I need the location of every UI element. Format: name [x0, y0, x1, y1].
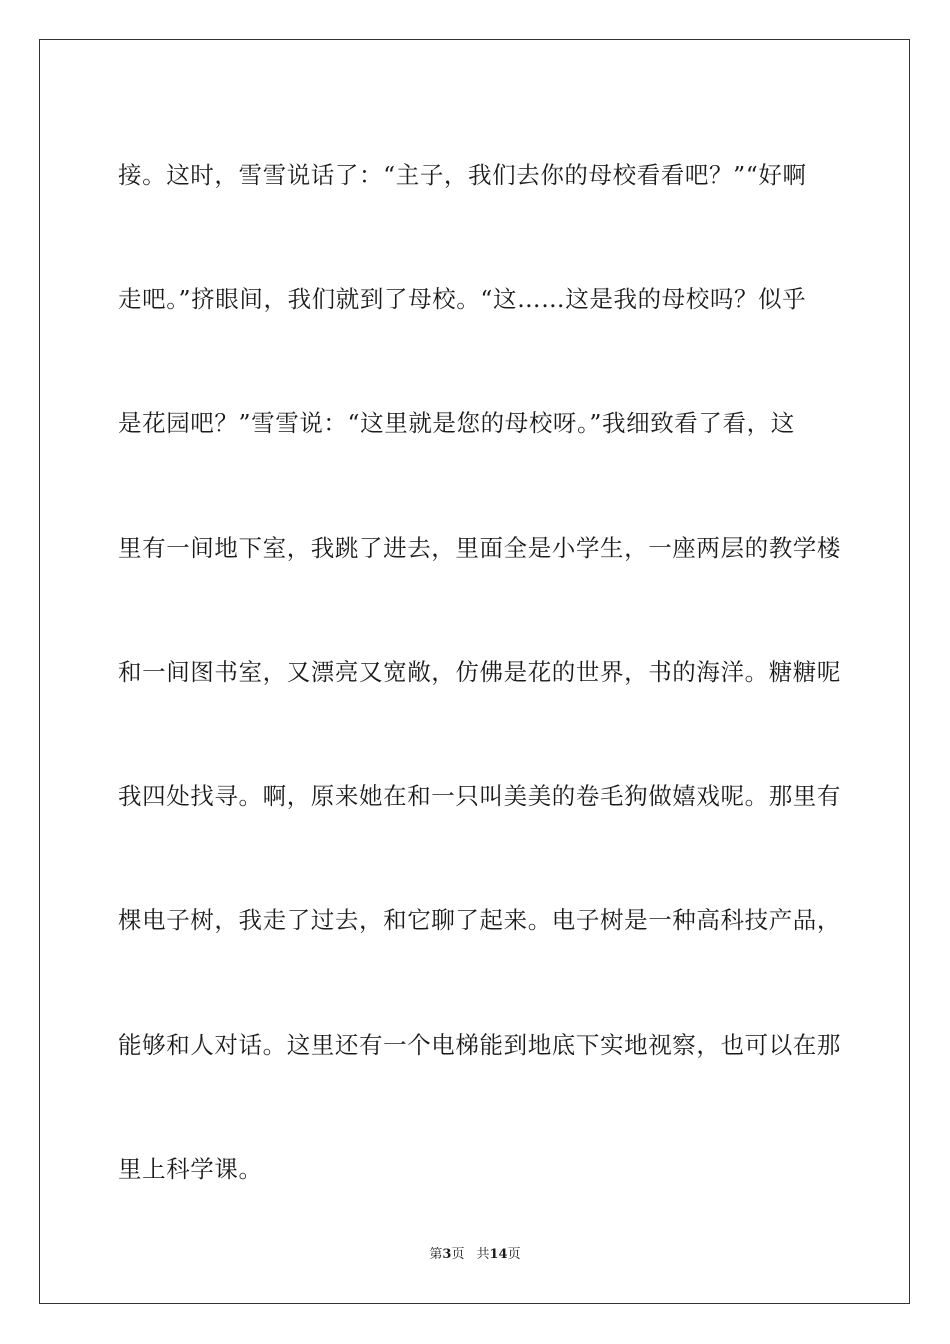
page-total-suffix: 页 — [507, 1247, 521, 1262]
page-number-suffix: 页 — [451, 1247, 465, 1262]
text-line: 棵电子树，我走了过去，和它聊了起来。电子树是一种高科技产品， — [118, 905, 841, 934]
text-line: 里上科学课。 — [118, 1154, 263, 1183]
page-number-current: 3 — [442, 1247, 452, 1262]
text-line: 能够和人对话。这里还有一个电梯能到地底下实地视察，也可以在那 — [118, 1030, 841, 1059]
page-number-total: 14 — [489, 1247, 508, 1262]
page-total-prefix: 共 — [476, 1247, 490, 1262]
text-line: 里有一间地下室，我跳了进去，里面全是小学生，一座两层的教学楼 — [118, 533, 841, 562]
text-line: 我四处找寻。啊，原来她在和一只叫美美的卷毛狗做嬉戏呢。那里有 — [118, 781, 841, 810]
text-line: 接。这时，雪雪说话了：“主子，我们去你的母校看看吧？”“好啊 — [118, 160, 807, 189]
text-line: 和一间图书室，又漂亮又宽敞，仿佛是花的世界，书的海洋。糖糖呢 — [118, 657, 841, 686]
text-line: 走吧。”挤眼间，我们就到了母校。“这……这是我的母校吗？似乎 — [118, 284, 807, 313]
text-line: 是花园吧？”雪雪说：“这里就是您的母校呀。”我细致看了看，这 — [118, 408, 795, 437]
page-number-prefix: 第 — [429, 1247, 443, 1262]
page-footer — [0, 1246, 950, 1264]
